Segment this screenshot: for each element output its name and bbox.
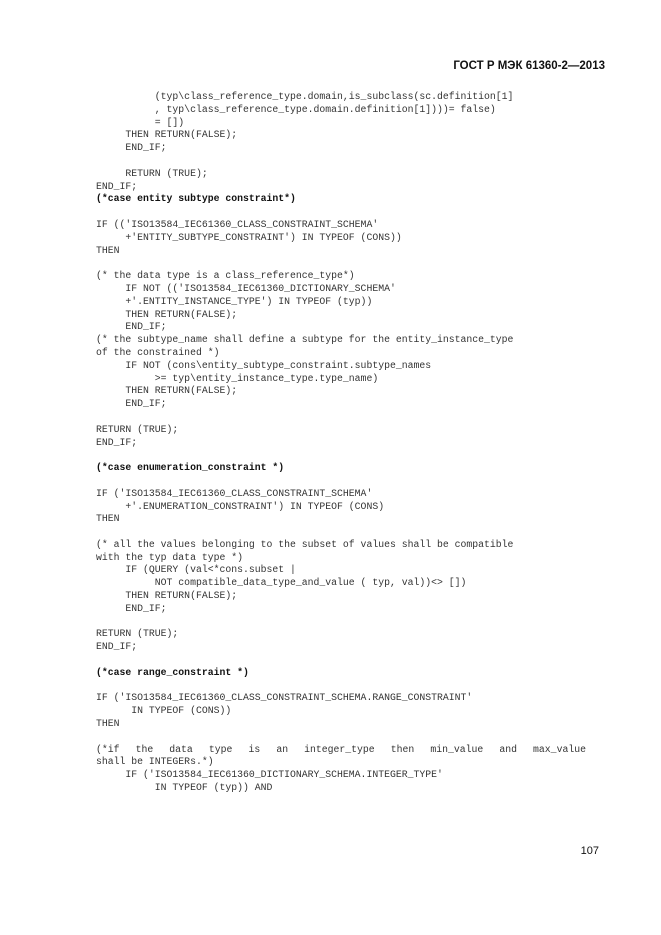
code-line: (typ\class_reference_type.domain,is_subclass(sc.definition[1]	[96, 91, 514, 102]
code-listing	[96, 91, 586, 795]
code-line: IF NOT (('ISO13584_IEC61360_DICTIONARY_SCHEMA'	[96, 282, 396, 294]
blank-line	[96, 411, 586, 424]
code-line: IF ('ISO13584_IEC61360_CLASS_CONSTRAINT_SCHEMA'	[96, 487, 373, 499]
section-heading: (*case enumeration_constraint *)	[96, 462, 285, 474]
code-line: NOT compatible_data_type_and_value ( typ, val))<> [])	[96, 577, 467, 589]
code-line: THEN	[96, 718, 120, 730]
code-word: is	[248, 743, 261, 755]
code-line: THEN RETURN(FALSE);	[96, 129, 238, 141]
code-line: (* all the values belonging to the subset of values shall be compatible	[96, 538, 514, 550]
code-line: RETURN (TRUE);	[96, 628, 179, 640]
code-line: IF ('ISO13584_IEC61360_DICTIONARY_SCHEMA.INTEGER_TYPE'	[96, 769, 443, 781]
code-line: THEN RETURN(FALSE);	[96, 590, 238, 602]
code-line: = [])	[96, 116, 185, 128]
code-line: END_IF;	[96, 180, 138, 192]
code-line: >= typ\entity_instance_type.type_name)	[96, 372, 379, 384]
code-line: END_IF;	[96, 321, 167, 333]
blank-line	[96, 206, 586, 219]
code-line: IF (('ISO13584_IEC61360_CLASS_CONSTRAINT_SCHEMA'	[96, 218, 379, 230]
code-line: shall be INTEGERs.*)	[96, 756, 214, 768]
code-line: +'.ENUMERATION_CONSTRAINT') IN TYPEOF (CONS)	[96, 500, 385, 512]
code-word: and	[499, 743, 517, 755]
code-line: IF (QUERY (val<*cons.subset |	[96, 564, 296, 576]
code-line: IF ('ISO13584_IEC61360_CLASS_CONSTRAINT_SCHEMA.RANGE_CONSTRAINT'	[96, 692, 473, 704]
blank-line	[96, 731, 586, 744]
blank-line	[96, 654, 586, 667]
code-word: data	[169, 743, 193, 755]
code-line: THEN RETURN(FALSE);	[96, 308, 238, 320]
code-line: +'ENTITY_SUBTYPE_CONSTRAINT') IN TYPEOF (CONS))	[96, 231, 402, 243]
code-line: THEN RETURN(FALSE);	[96, 385, 238, 397]
document-header: ГОСТ Р МЭК 61360-2—2013	[453, 60, 605, 72]
page-number: 107	[580, 845, 599, 857]
code-line: THEN	[96, 244, 120, 256]
code-word: min_value	[430, 743, 484, 755]
code-line: of the constrained *)	[96, 346, 220, 358]
section-heading: (*case range_constraint *)	[96, 666, 249, 678]
blank-line	[96, 257, 586, 270]
code-line: END_IF;	[96, 142, 167, 154]
code-line: , typ\class_reference_type.domain.definition[1])))= false)	[96, 103, 496, 115]
code-word: integer_type	[304, 743, 375, 755]
blank-line	[96, 449, 586, 462]
code-line: with the typ data type *)	[96, 551, 243, 563]
code-line: END_IF;	[96, 436, 138, 448]
code-line: THEN	[96, 513, 120, 525]
code-line: IN TYPEOF (typ)) AND	[96, 782, 273, 794]
code-line: IF NOT (cons\entity_subtype_constraint.subtype_names	[96, 359, 432, 371]
code-line: RETURN (TRUE);	[96, 167, 208, 179]
code-word: the	[135, 743, 154, 755]
blank-line	[96, 475, 586, 488]
code-word: (*if	[96, 743, 120, 755]
section-heading: (*case entity subtype constraint*)	[96, 193, 296, 205]
blank-line	[96, 616, 586, 629]
code-line: RETURN (TRUE);	[96, 423, 179, 435]
code-line: END_IF;	[96, 641, 138, 653]
code-word: type	[208, 743, 233, 755]
code-word: then	[390, 743, 415, 755]
code-line: END_IF;	[96, 602, 167, 614]
code-word: max_value	[533, 743, 586, 755]
code-line: END_IF;	[96, 398, 167, 410]
blank-line	[96, 526, 586, 539]
code-word: an	[276, 743, 289, 755]
code-line	[96, 744, 586, 757]
code-line: (* the data type is a class_reference_type*)	[96, 270, 355, 282]
code-line: +'.ENTITY_INSTANCE_TYPE') IN TYPEOF (typ))	[96, 295, 373, 307]
blank-line	[96, 155, 586, 168]
code-line: IN TYPEOF (CONS))	[96, 705, 232, 717]
code-line: (* the subtype_name shall define a subtype for the entity_instance_type	[96, 334, 514, 346]
blank-line	[96, 680, 586, 693]
